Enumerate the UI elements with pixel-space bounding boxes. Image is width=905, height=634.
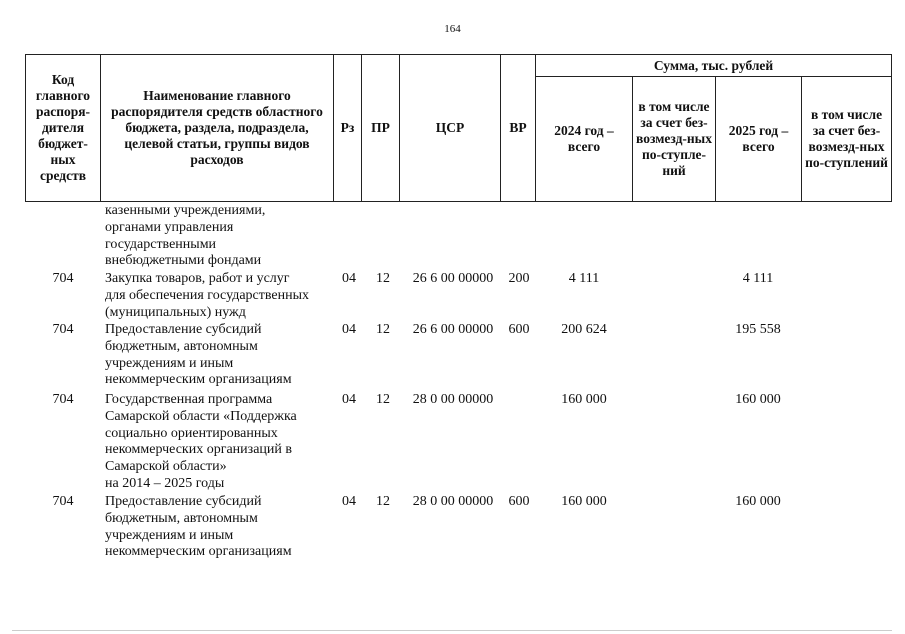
row-pr: 12 (376, 392, 390, 407)
row-pr: 12 (376, 271, 390, 286)
row-name-line: социально ориентированных (105, 425, 278, 441)
row-2024-total: 4 111 (568, 271, 600, 286)
header-csr: ЦСР (400, 55, 501, 202)
header-2024-total: 2024 год – всего (536, 77, 633, 202)
header-vr: ВР (501, 55, 536, 202)
header-sum-group: Сумма, тыс. рублей (536, 55, 892, 77)
row-name (105, 322, 330, 389)
row-2024-total: 160 000 (561, 494, 607, 509)
continuation-line: казенными учреждениями, (105, 203, 266, 218)
header-2025-gratuitous: в том числе за счет без-возмезд-ных по-ступлений (802, 77, 892, 202)
row-vr: 200 (508, 271, 530, 286)
row-name-line: некоммерческим организациям (105, 544, 292, 560)
row-code: 704 (52, 271, 74, 286)
row-2025-total: 195 558 (735, 322, 781, 337)
header-pr: ПР (362, 55, 400, 202)
header-rz: Рз (334, 55, 362, 202)
row-name-line: некоммерческим организациям (105, 372, 292, 388)
row-rz: 04 (342, 271, 356, 286)
row-name-line: (муниципальных) нужд (105, 304, 246, 320)
row-csr: 26 6 00 00000 (412, 322, 494, 337)
row-pr: 12 (376, 494, 390, 509)
row-name (105, 494, 330, 561)
row-code: 704 (52, 322, 74, 337)
header-name: Наименование главного распорядителя средств областного бюджета, раздела, подраздела, целевой статьи, группы видов расходов (101, 55, 334, 202)
row-name-line: для обеспечения государственных (105, 287, 309, 303)
row-name-line: учреждениям и иным (105, 527, 234, 543)
row-name-line: на 2014 – 2025 годы (105, 475, 225, 491)
row-name-line: Предоставление субсидий (105, 322, 262, 337)
row-name-line: Государственная программа (105, 392, 273, 407)
row-csr: 28 0 00 00000 (412, 392, 494, 407)
row-2025-total: 160 000 (735, 392, 781, 407)
row-2025-total: 4 111 (742, 271, 774, 286)
page-number: 164 (444, 23, 461, 35)
row-name-line: бюджетным, автономным (105, 510, 258, 526)
row-name-line: Предоставление субсидий (105, 494, 262, 509)
budget-table-header (25, 54, 891, 202)
row-csr: 26 6 00 00000 (412, 271, 494, 286)
row-name-line: бюджетным, автономным (105, 338, 258, 354)
row-name-line: Самарской области «Поддержка (105, 408, 297, 424)
row-name (105, 271, 330, 321)
header-code: Код главного распоря-дителя бюджет-ных средств (26, 55, 101, 202)
continuation-line: внебюджетными фондами (105, 253, 262, 269)
row-rz: 04 (342, 392, 356, 407)
row-2024-total: 200 624 (561, 322, 607, 337)
row-vr: 600 (508, 494, 530, 509)
row-vr: 600 (508, 322, 530, 337)
continuation-line: государственными (105, 236, 217, 252)
row-2025-total: 160 000 (735, 494, 781, 509)
row-code: 704 (52, 392, 74, 407)
row-pr: 12 (376, 322, 390, 337)
continuation-line: органами управления (105, 219, 234, 235)
row-name (105, 392, 330, 493)
row-name-line: учреждениям и иным (105, 355, 234, 371)
row-code: 704 (52, 494, 74, 509)
row-name-line: Самарской области» (105, 459, 227, 475)
header-2024-gratuitous: в том числе за счет без-возмезд-ных по-ступле-ний (633, 77, 716, 202)
header-2025-total: 2025 год – всего (716, 77, 802, 202)
row-2024-total: 160 000 (561, 392, 607, 407)
row-rz: 04 (342, 494, 356, 509)
scan-edge-rule (12, 630, 892, 631)
row-name-line: некоммерческих организаций в (105, 442, 292, 458)
row-csr: 28 0 00 00000 (412, 494, 494, 509)
row-name-line: Закупка товаров, работ и услуг (105, 271, 290, 286)
continuation-text (105, 203, 330, 270)
row-rz: 04 (342, 322, 356, 337)
